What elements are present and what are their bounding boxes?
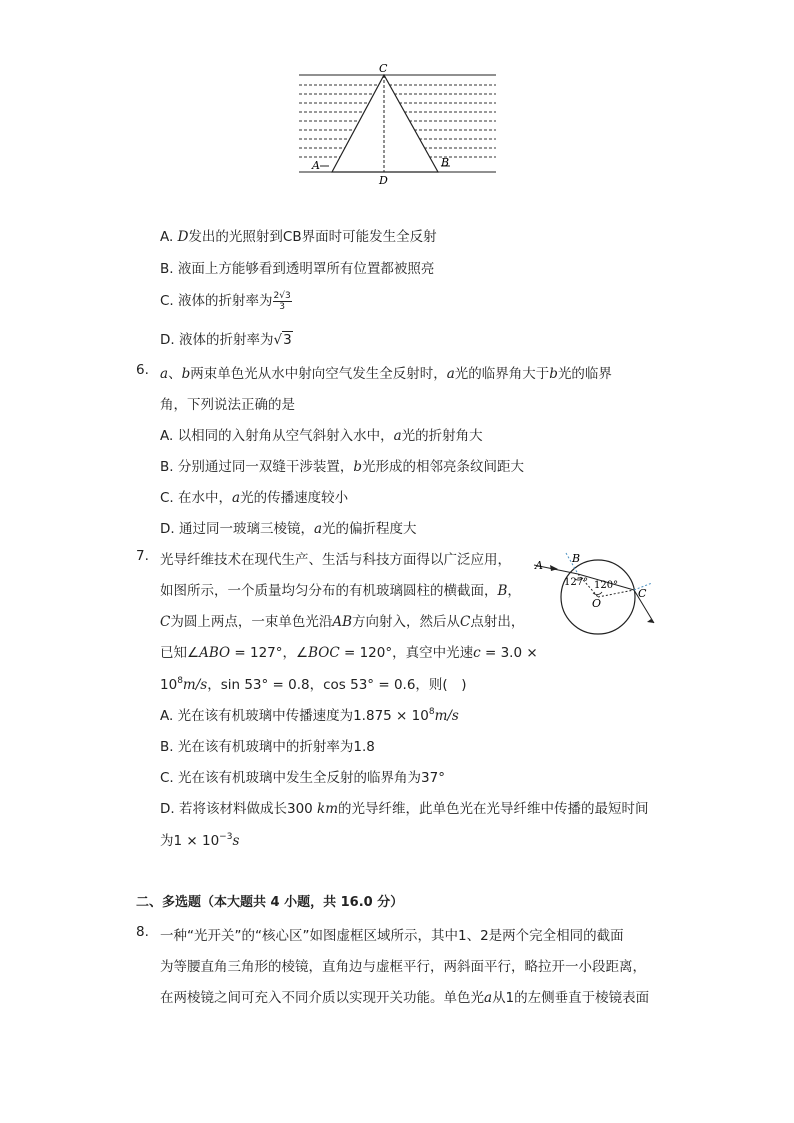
q5-option-c: C. 液体的折射率为 $\frac{2√3}{3}$ [160,290,291,312]
q6-stem-line2: 角，下列说法正确的是 [160,397,295,413]
q7-option-d: D. 若将该材料做成长300 km的光导纤维，此单色光在光导纤维中传播的最短时间 [160,801,649,817]
q6-stem-line1: a、b两束单色光从水中射向空气发生全反射时，a光的临界角大于b光的临界 [160,366,612,382]
section-title: 二、多选题（本大题共 4 小题，共 16.0 分） [136,895,404,910]
q6-option-d: D. 通过同一玻璃三棱镜，a光的偏折程度大 [160,521,417,537]
q7-number: 7. [136,548,149,564]
fig7-label-a: A [535,559,543,572]
q5-option-d: D. 液体的折射率为√3 [160,332,292,348]
label-b: B [441,156,450,169]
q7-stem-line4: 已知∠ABO = 127°，∠BOC = 120°，真空中光速c = 3.0 × [160,645,538,661]
q7-stem-line1: 光导纤维技术在现代生产、生活与科技方面得以广泛应用， [160,552,511,568]
label-c: C [379,62,388,75]
q8-stem-line2: 为等腰直角三角形的棱镜，直角边与虚框平行，两斜面平行，略拉开一小段距离， [160,959,646,975]
q7-option-c: C. 光在该有机玻璃中发生全反射的临界角为37° [160,770,445,786]
liquid-prism-figure [295,60,500,188]
q8-number: 8. [136,924,149,940]
fig7-angle-127: 127° [564,577,589,588]
fig7-angle-120: 120° [594,580,619,591]
q6-number: 6. [136,362,149,378]
q7-option-d-line2: 为$1 \times 10^{-3}s$ [160,832,240,849]
q7-stem-line2: 如图所示，一个质量均匀分布的有机玻璃圆柱的横截面，B， [160,583,521,599]
q8-stem-line1: 一种“光开关”的“核心区”如图虚框区域所示，其中1、2是两个完全相同的截面 [160,928,624,944]
fraction: $\frac{2√3}{3}$ [273,290,291,312]
fig7-label-c: C [638,587,647,600]
fig7-label-b: B [572,552,581,565]
q7-stem-line5: $10^8m/s$，sin 53° = 0.8，cos 53° = 0.6，则( ) [160,676,467,693]
q7-option-b: B. 光在该有机玻璃中的折射率为1.8 [160,739,375,755]
q8-stem-line3: 在两棱镜之间可充入不同介质以实现开关功能。单色光a从1的左侧垂直于棱镜表面 [160,990,650,1006]
fig7-label-o: O [592,597,602,610]
q5-option-b: B. 液面上方能够看到透明罩所有位置都被照亮 [160,261,435,277]
q6-option-a: A. 以相同的入射角从空气斜射入水中，a光的折射角大 [160,428,483,444]
label-a: A [312,159,320,172]
q5-option-a: A. D发出的光照射到CB界面时可能发生全反射 [160,229,437,245]
label-d: D [379,174,388,187]
q6-option-c: C. 在水中，a光的传播速度较小 [160,490,349,506]
q7-option-a: A. 光在该有机玻璃中传播速度为$1.875 \times 10^8m/s$ [160,707,459,724]
q7-stem-line3: C为圆上两点，一束单色光沿AB方向射入，然后从C点射出， [160,614,525,630]
q6-option-b: B. 分别通过同一双缝干涉装置，b光形成的相邻亮条纹间距大 [160,459,525,475]
fiber-circle-figure [530,545,660,645]
